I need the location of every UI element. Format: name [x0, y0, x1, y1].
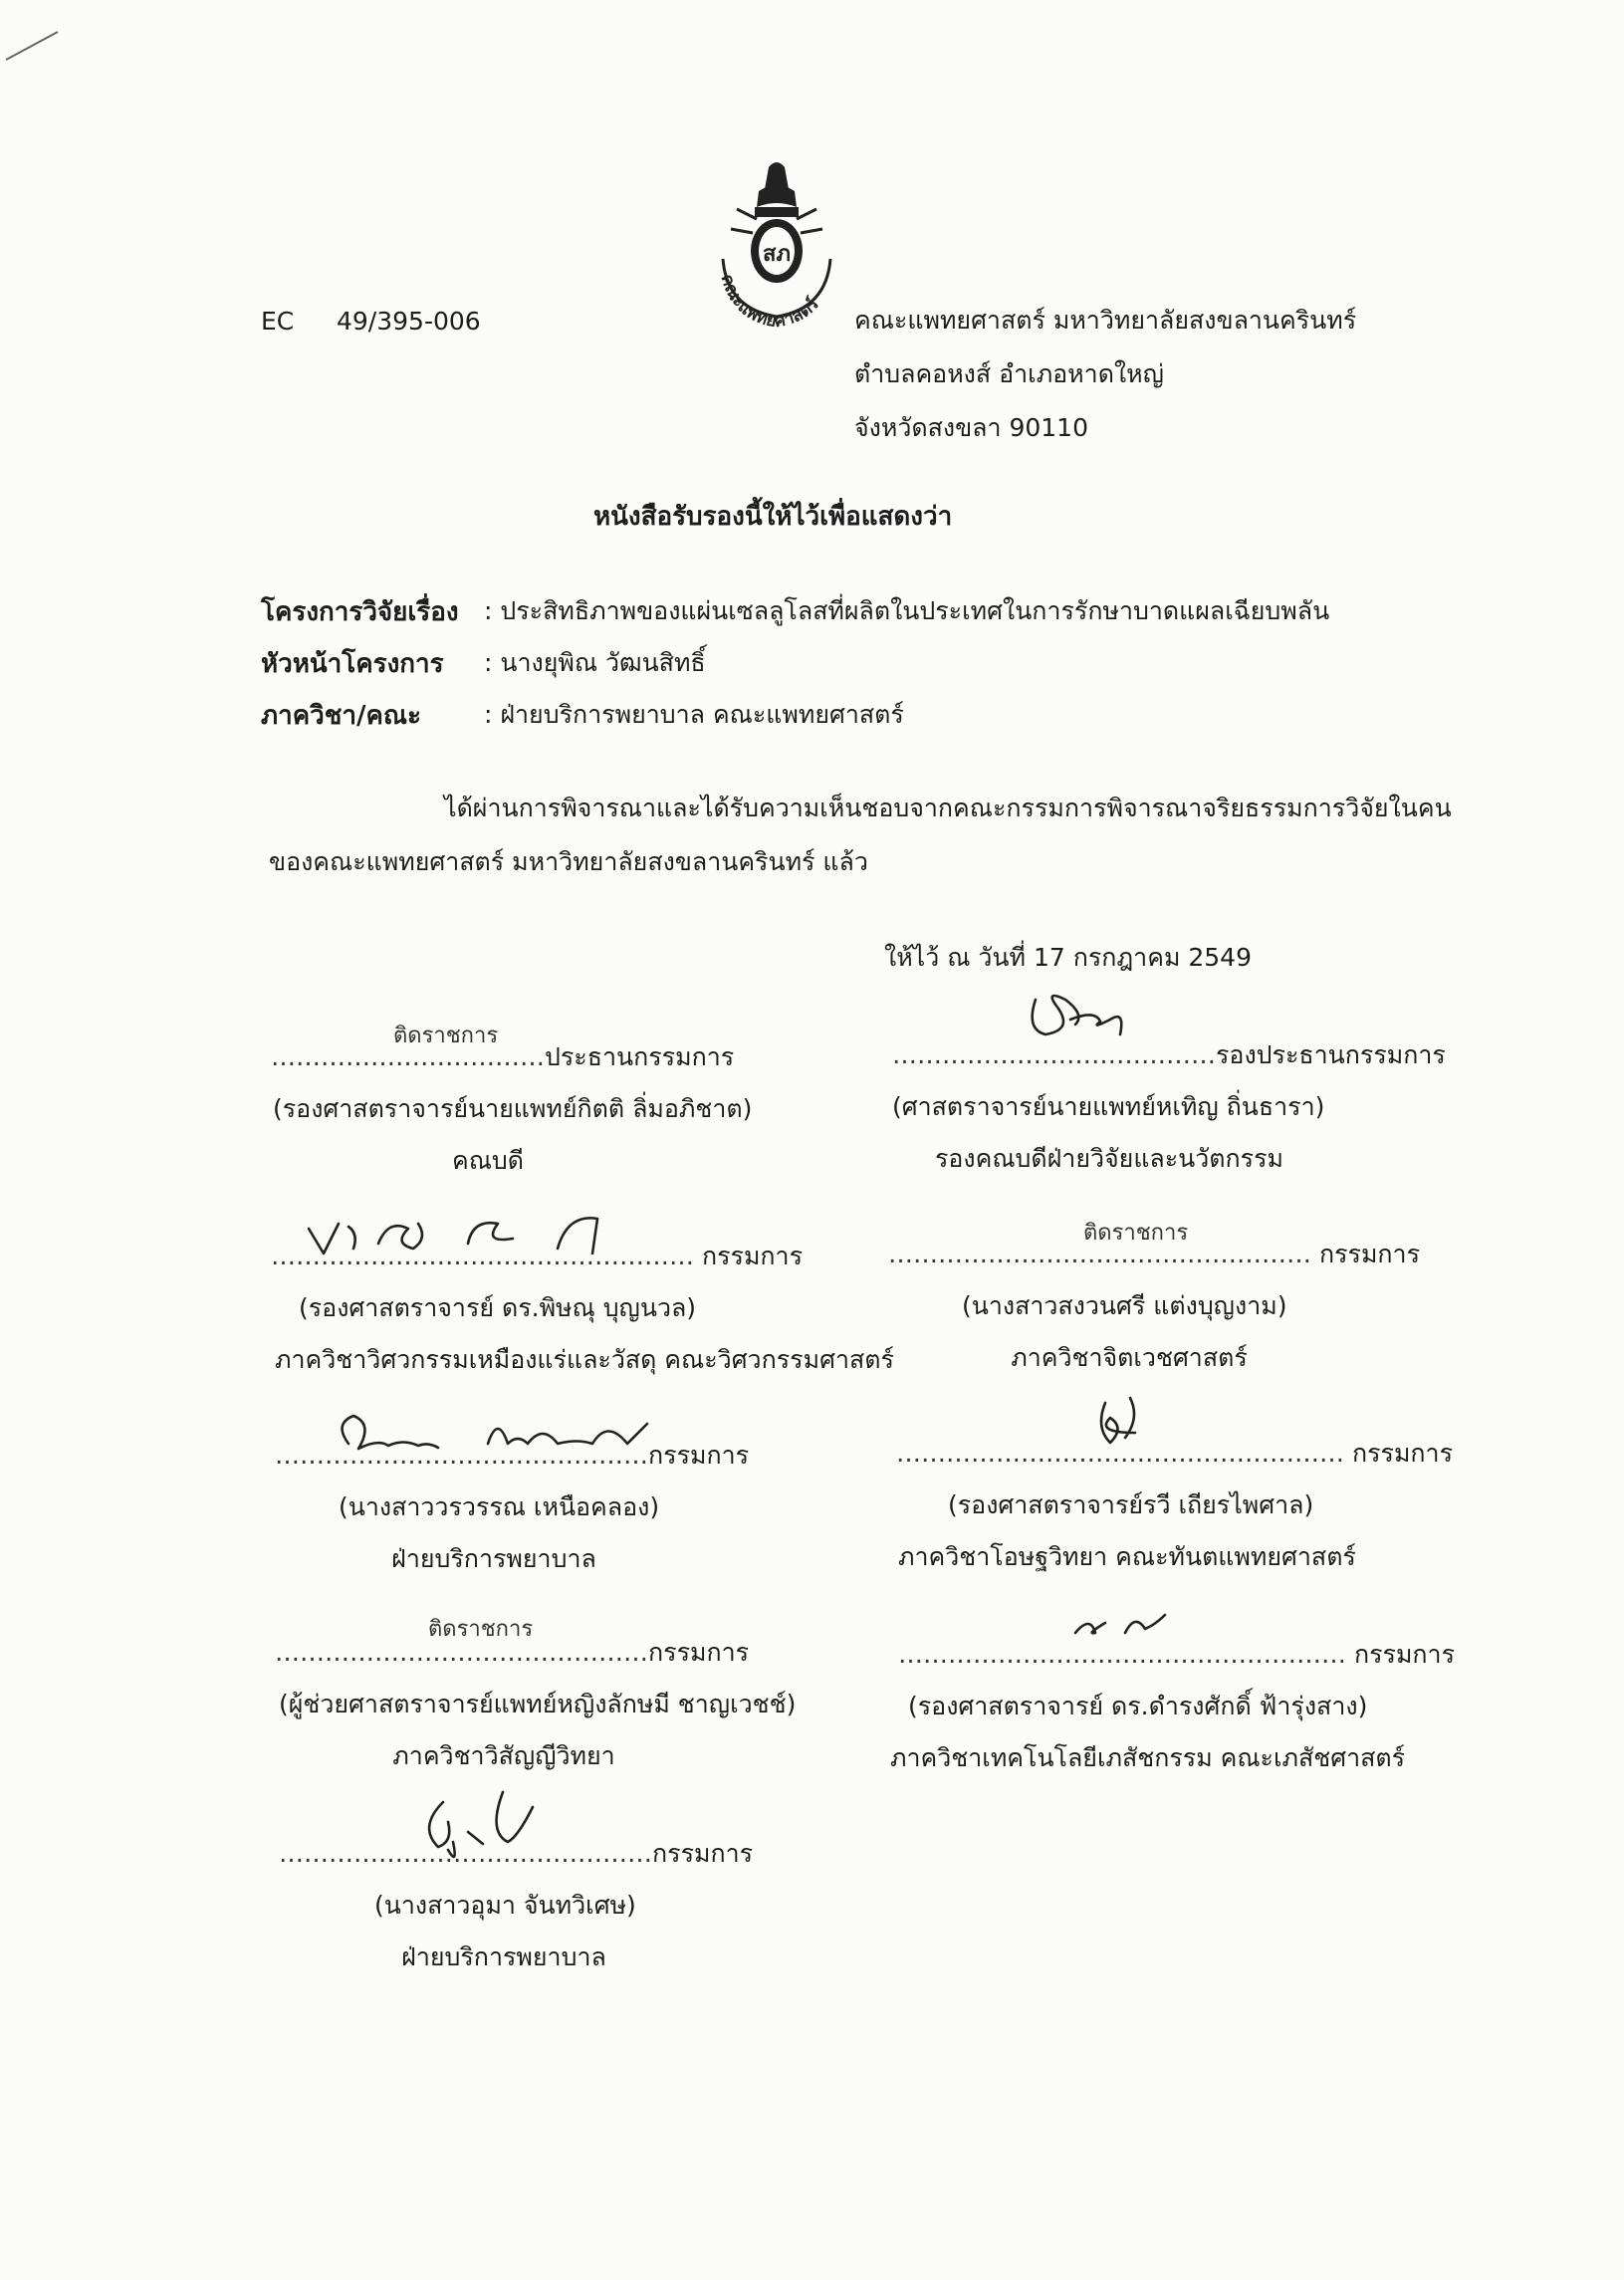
address-line-1: คณะแพทยศาสตร์ มหาวิทยาลัยสงขลานครินทร์	[854, 306, 1357, 335]
svg-text:สภ: สภ	[763, 242, 791, 267]
project-title-label: โครงการวิจัยเรื่อง	[261, 597, 459, 627]
logo-arc-text: คณะแพทยศาสตร์	[716, 272, 823, 329]
body-line-2: ของคณะแพทยศาสตร์ มหาวิทยาลัยสงขลานครินทร์ แล้ว	[269, 847, 868, 876]
signatory-name: (นางสาวอุมา จันทวิเศษ)	[374, 1891, 636, 1920]
signature-line: ………………………………………กรรมการ	[279, 1839, 754, 1868]
signatory-position: ฝ่ายบริการพยาบาล	[401, 1942, 606, 1971]
absence-stamp: ติดราชการ	[393, 1024, 499, 1048]
reference-number: 49/395-006	[337, 307, 481, 336]
project-head-label: หัวหน้าโครงการ	[261, 649, 444, 679]
project-dept-value: : ฝ่ายบริการพยาบาล คณะแพทยศาสตร์	[484, 700, 904, 729]
absence-stamp: ติดราชการ	[1083, 1221, 1189, 1246]
signatory-name: (นางสาวสงวนศรี แต่งบุญงาม)	[962, 1291, 1287, 1320]
signatory-position: ภาควิชาวิศวกรรมเหมืองแร่และวัสดุ คณะวิศวกรรมศาสตร์	[275, 1345, 894, 1374]
project-dept-label: ภาควิชา/คณะ	[261, 701, 421, 731]
signatory-position: คณบดี	[451, 1146, 525, 1175]
reference-prefix: EC	[261, 307, 295, 336]
issue-date: ให้ไว้ ณ วันที่ 17 กรกฎาคม 2549	[884, 943, 1252, 972]
address-line-3: จังหวัดสงขลา 90110	[854, 413, 1088, 442]
signatory-position: ฝ่ายบริการพยาบาล	[391, 1544, 596, 1573]
faculty-logo	[697, 149, 856, 329]
absence-stamp: ติดราชการ	[428, 1617, 534, 1642]
address-line-2: ตำบลคอหงส์ อำเภอหาดใหญ่	[854, 359, 1164, 388]
project-title-value: : ประสิทธิภาพของแผ่นเซลลูโลสที่ผลิตในประเทศในการรักษาบาดแผลเฉียบพลัน	[484, 596, 1330, 625]
faculty-seal-icon	[697, 149, 856, 329]
signature-line: ……………………………………………… กรรมการ	[898, 1640, 1456, 1669]
signatory-position: ภาควิชาวิสัญญีวิทยา	[392, 1741, 615, 1770]
signatory-name: (รองศาสตราจารย์รวี เถียรไพศาล)	[948, 1490, 1314, 1519]
signature-line: ………………………………………กรรมการ	[275, 1441, 750, 1470]
signature-line: …………………………………รองประธานกรรมการ	[892, 1040, 1446, 1069]
corner-mark	[0, 20, 70, 70]
signature-line: ……………………………ประธานกรรมการ	[271, 1042, 735, 1071]
project-head-value: : นางยุพิณ วัฒนสิทธิ์	[484, 648, 706, 677]
signatory-position: ภาควิชาจิตเวชศาสตร์	[1011, 1343, 1248, 1372]
body-line-1: ได้ผ่านการพิจารณาและได้รับความเห็นชอบจากคณะกรรมการพิจารณาจริยธรรมการวิจัยในคน	[444, 794, 1452, 822]
signatory-position: ภาควิชาเทคโนโลยีเภสัชกรรม คณะเภสัชศาสตร์	[890, 1743, 1406, 1772]
signatory-name: (ศาสตราจารย์นายแพทย์หเทิญ ถิ่นธารา)	[892, 1092, 1325, 1121]
signatory-name: (รองศาสตราจารย์นายแพทย์กิตติ ลิ่มอภิชาต)	[273, 1094, 753, 1123]
signature-line: …………………………………………… กรรมการ	[888, 1240, 1421, 1268]
signatory-name: (รองศาสตราจารย์ ดร.ดำรงศักดิ์ ฟ้ารุ่งสาง)	[908, 1692, 1368, 1720]
signature-line: ………………………………………กรรมการ	[275, 1638, 750, 1667]
signature-line: ……………………………………………… กรรมการ	[896, 1439, 1454, 1468]
signatory-name: (นางสาววรวรรณ เหนือคลอง)	[339, 1492, 660, 1521]
signatory-position: ภาควิชาโอษฐวิทยา คณะทันตแพทยศาสตร์	[898, 1542, 1356, 1571]
signatory-name: (รองศาสตราจารย์ ดร.พิษณุ บุญนวล)	[299, 1293, 697, 1322]
certificate-heading: หนังสือรับรองนี้ให้ไว้เพื่อแสดงว่า	[593, 502, 953, 532]
signature-line: …………………………………………… กรรมการ	[271, 1242, 804, 1270]
signatory-name: (ผู้ช่วยศาสตราจารย์แพทย์หญิงลักษมี ชาญเวชช์)	[279, 1690, 797, 1718]
signatory-position: รองคณบดีฝ่ายวิจัยและนวัตกรรม	[934, 1144, 1284, 1173]
